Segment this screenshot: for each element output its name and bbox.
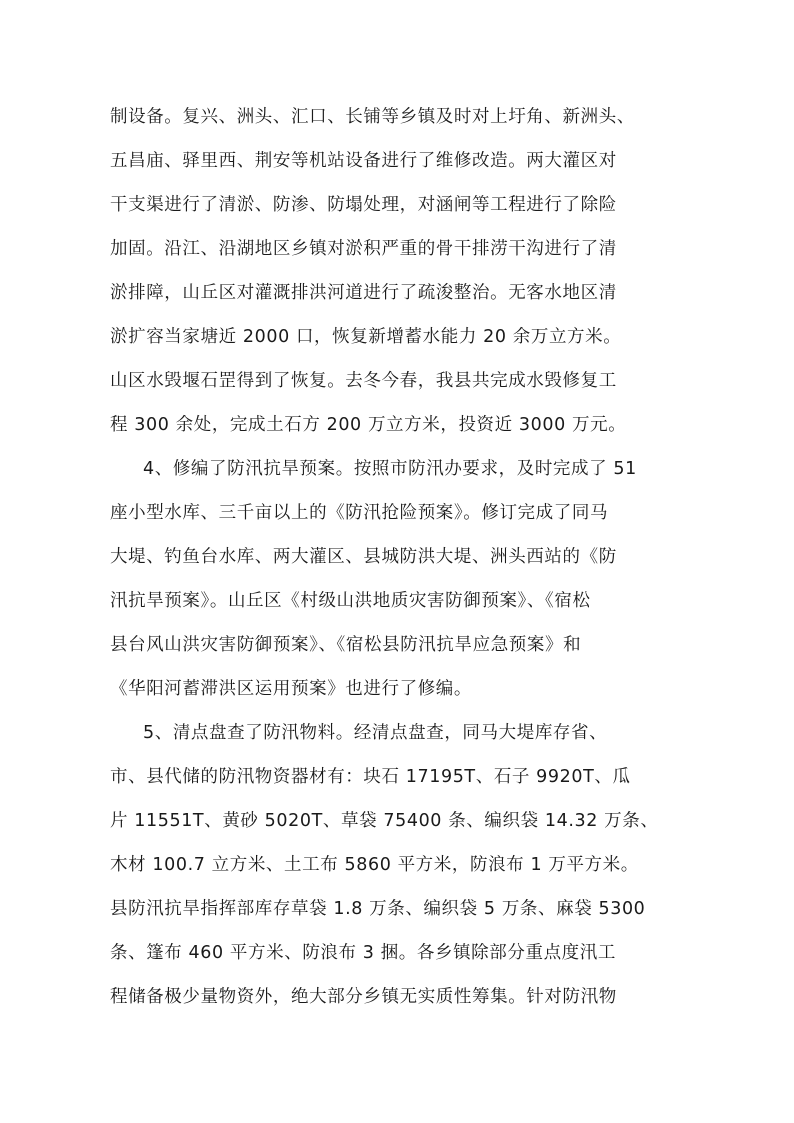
text-line: 市、县代储的防汛物资器材有：块石 17195T、石子 9920T、瓜 [110,767,631,787]
text-line: 大堤、钓鱼台水库、两大灌区、县城防洪大堤、洲头西站的《防 [110,547,617,567]
text-line: 加固。沿江、沿湖地区乡镇对淤积严重的骨干排涝干沟进行了清 [110,239,617,259]
text-line: 片 11551T、黄砂 5020T、草袋 75400 条、编织袋 14.32 万条、 [110,811,659,831]
paragraph-start-line: 4、修编了防汛抗旱预案。按照市防汛办要求，及时完成了 51 [143,459,637,479]
text-line: 淤排障，山丘区对灌溉排洪河道进行了疏浚整治。无客水地区清 [110,283,617,303]
text-line: 制设备。复兴、洲头、汇口、长铺等乡镇及时对上圩角、新洲头、 [110,107,635,127]
text-line: 程 300 余处，完成土石方 200 万立方米，投资近 3000 万元。 [110,415,627,435]
paragraph-start-line: 5、清点盘查了防汛物料。经清点盘查，同马大堤库存省、 [143,723,608,743]
text-line: 淤扩容当家塘近 2000 口，恢复新增蓄水能力 20 余万立方米。 [110,327,622,347]
text-line: 山区水毁堰石罡得到了恢复。去冬今春，我县共完成水毁修复工 [110,371,617,391]
text-line: 县防汛抗旱指挥部库存草袋 1.8 万条、编织袋 5 万条、麻袋 5300 [110,899,646,919]
text-line: 座小型水库、三千亩以上的《防汛抢险预案》。修订完成了同马 [110,503,609,523]
text-line: 干支渠进行了清淤、防渗、防塌处理，对涵闸等工程进行了除险 [110,195,617,215]
text-line: 《华阳河蓄滞洪区运用预案》也进行了修编。 [110,679,472,699]
text-line: 五昌庙、驿里西、荆安等机站设备进行了维修改造。两大灌区对 [110,151,617,171]
text-line: 县台风山洪灾害防御预案》、《宿松县防汛抗旱应急预案》和 [110,635,582,655]
text-line: 程储备极少量物资外，绝大部分乡镇无实质性筹集。针对防汛物 [110,987,617,1007]
text-line: 木材 100.7 立方米、土工布 5860 平方米，防浪布 1 万平方米。 [110,855,639,875]
text-line: 汛抗旱预案》。山丘区《村级山洪地质灾害防御预案》、《宿松 [110,591,591,611]
text-line: 条、篷布 460 平方米、防浪布 3 捆。各乡镇除部分重点度汛工 [110,943,616,963]
